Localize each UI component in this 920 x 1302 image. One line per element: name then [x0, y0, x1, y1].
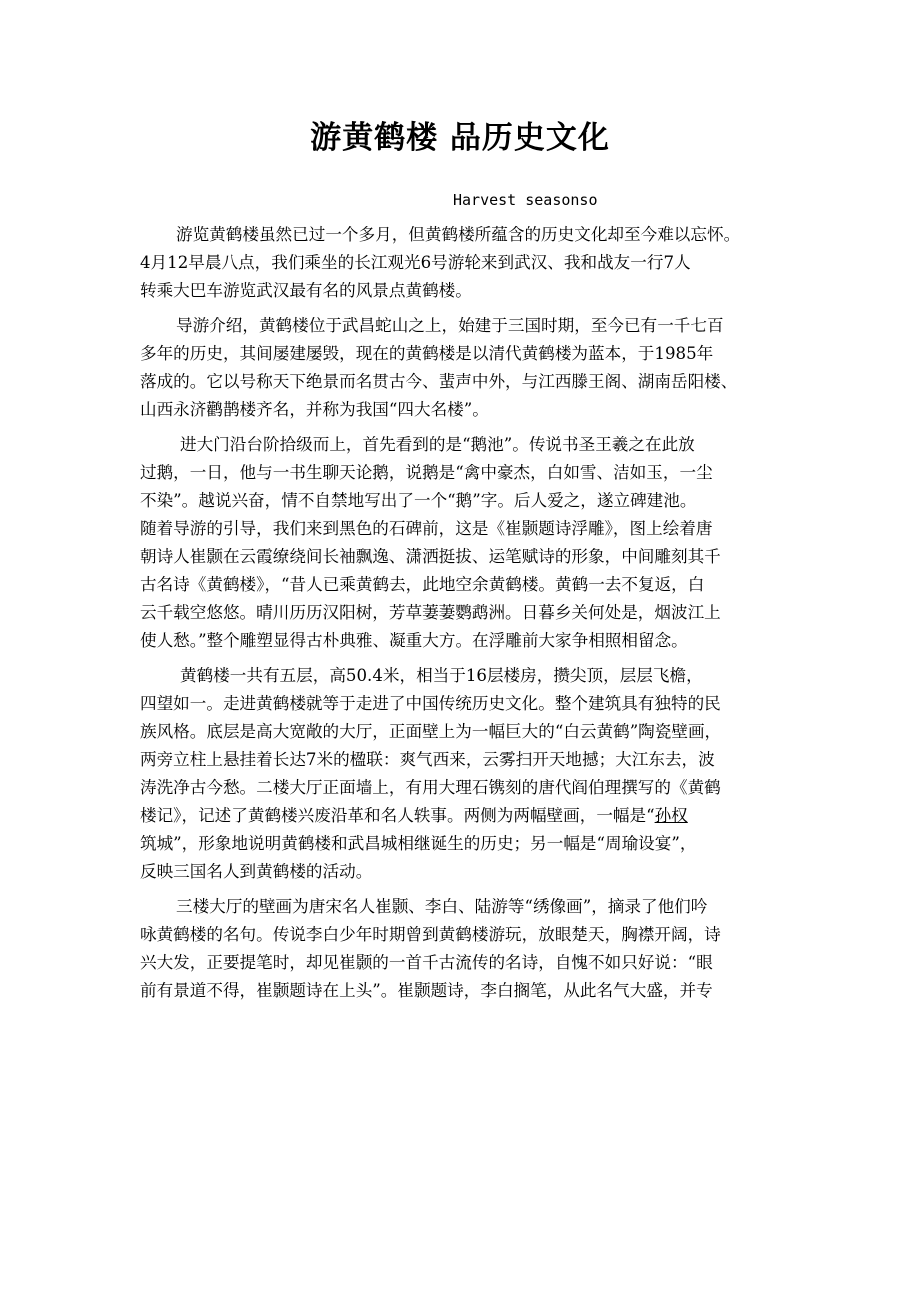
underlined-term: 孙权 [654, 806, 688, 825]
text-line: 随着导游的引导，我们来到黑色的石碑前，这是《崔颢题诗浮雕》，图上绘着唐 [140, 519, 713, 538]
text-run: 楼记》，记述了黄鹤楼兴废沿革和名人轶事。两侧为两幅壁画，一幅是“ [140, 806, 655, 825]
text-line: 不染”。越说兴奋，情不自禁地写出了一个“鹅”字。后人爱之，遂立碑建池。 [140, 491, 697, 510]
text-line: 前有景道不得，崔颢题诗在上头”。崔颢题诗，李白搁笔，从此名气大盛，并专 [140, 981, 713, 1000]
text-line: 三楼大厅的壁画为唐宋名人崔颢、李白、陆游等“绣像画”，摘录了他们吟 [176, 897, 708, 916]
text-line: 过鹅，一日，他与一书生聊天论鹅，说鹅是“禽中豪杰，白如雪、洁如玉，一尘 [140, 463, 713, 482]
text-line: 云千载空悠悠。晴川历历汉阳树，芳草萋萋鹦鹉洲。日暮乡关何处是，烟波江上 [140, 603, 721, 622]
text-line: 咏黄鹤楼的名句。传说李白少年时期曾到黄鹤楼游玩，放眼楚天，胸襟开阔，诗 [140, 925, 721, 944]
text-line: 导游介绍，黄鹤楼位于武昌蛇山之上，始建于三国时期，至今已有一千七百 [176, 316, 724, 335]
text-line: 四望如一。走进黄鹤楼就等于走进了中国传统历史文化。整个建筑具有独特的民 [140, 694, 721, 713]
text-line: 使人愁。”整个雕塑显得古朴典雅、凝重大方。在浮雕前大家争相照相留念。 [140, 631, 688, 650]
text-line: 古名诗《黄鹤楼》，“昔人已乘黄鹤去，此地空余黄鹤楼。黄鹤一去不复返，白 [140, 575, 705, 594]
page-title: 游黄鹤楼 品历史文化 [310, 120, 610, 156]
text-line: 转乘大巴车游览武汉最有名的风景点黄鹤楼。 [140, 281, 472, 300]
text-line: 黄鹤楼一共有五层，高50.4米，相当于16层楼房，攒尖顶，层层飞檐， [180, 666, 703, 685]
text-line: 多年的历史，其间屡建屡毁，现在的黄鹤楼是以清代黄鹤楼为蓝本，于1985年 [140, 344, 714, 363]
text-line: 游览黄鹤楼虽然已过一个多月，但黄鹤楼所蕴含的历史文化却至今难以忘怀。 [176, 225, 741, 244]
text-line: 朝诗人崔颢在云霞缭绕间长袖飘逸、潇洒挺拔、运笔赋诗的形象，中间雕刻其千 [140, 547, 721, 566]
paragraph-2 [140, 312, 788, 424]
text-line: 涛洗净古今愁。二楼大厅正面墙上，有用大理石镌刻的唐代阎伯理撰写的《黄鹤 [140, 778, 721, 797]
paragraph-1 [140, 221, 788, 305]
text-line: 两旁立柱上悬挂着长达7米的楹联：爽气西来，云雾扫开天地撼；大江东去，波 [140, 750, 715, 769]
text-line: 4月12早晨八点，我们乘坐的长江观光6号游轮来到武汉、我和战友一行7人 [140, 253, 691, 272]
text-line: 反映三国名人到黄鹤楼的活动。 [140, 862, 373, 881]
text-line: 落成的。它以号称天下绝景而名贯古今、蜚声中外，与江西滕王阁、湖南岳阳楼、 [140, 372, 738, 391]
text-line: 族风格。底层是高大宽敞的大厅，正面壁上为一幅巨大的“白云黄鹤”陶瓷壁画， [140, 722, 722, 741]
author-line: Harvest seasonso [453, 191, 598, 209]
text-line: 山西永济鹳鹊楼齐名，并称为我国“四大名楼”。 [140, 400, 489, 419]
text-line [140, 802, 788, 830]
paragraph-4 [140, 662, 788, 886]
text-line: 进大门沿台阶拾级而上，首先看到的是“鹅池”。传说书圣王羲之在此放 [180, 435, 695, 454]
article-body [140, 221, 788, 1012]
paragraph-5 [140, 893, 788, 1005]
text-line: 兴大发，正要提笔时，却见崔颢的一首千古流传的名诗，自愧不如只好说：“眼 [140, 953, 713, 972]
paragraph-3 [140, 431, 788, 655]
text-line: 筑城”，形象地说明黄鹤楼和武昌城相继诞生的历史；另一幅是“周瑜设宴”， [140, 834, 697, 853]
